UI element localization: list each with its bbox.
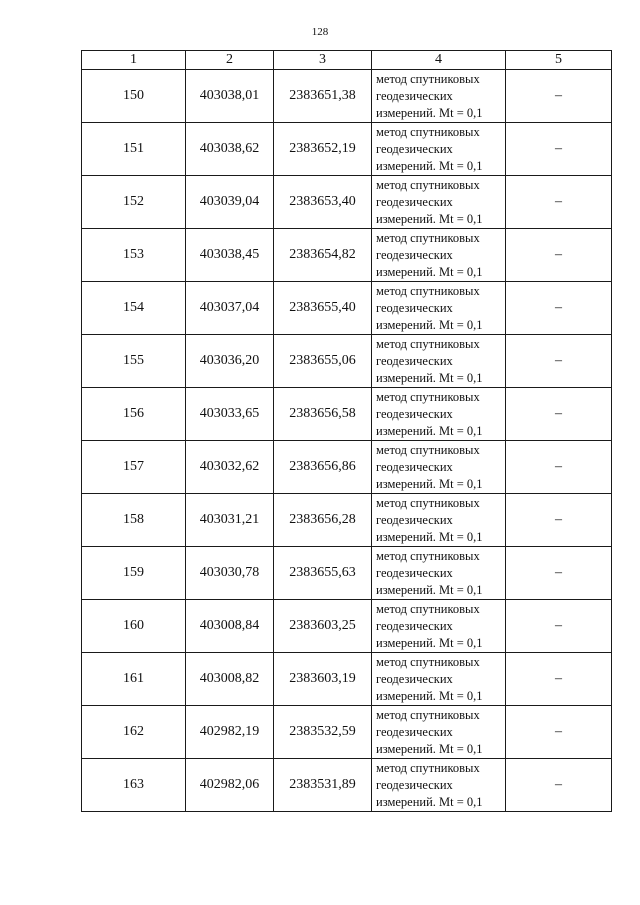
method-cell [372,282,506,335]
y-coordinate-cell: 2383654,82 [274,229,372,282]
method-line: метод спутниковых [376,389,480,404]
point-number-cell: 154 [82,282,186,335]
point-number-cell: 151 [82,123,186,176]
table-row [82,600,612,653]
method-line: измерений. Mt = 0,1 [376,158,483,173]
method-line: геодезических [376,247,453,262]
table-row [82,759,612,812]
method-line: измерений. Mt = 0,1 [376,105,483,120]
x-coordinate-cell: 403038,45 [186,229,274,282]
method-line: метод спутниковых [376,230,480,245]
y-coordinate-cell: 2383655,40 [274,282,372,335]
method-line: метод спутниковых [376,601,480,616]
table-row [82,441,612,494]
method-cell [372,706,506,759]
point-number-cell: 153 [82,229,186,282]
header-col-5: 5 [506,51,612,70]
method-line: измерений. Mt = 0,1 [376,211,483,226]
x-coordinate-cell: 403038,01 [186,70,274,123]
method-line: метод спутниковых [376,283,480,298]
method-line: измерений. Mt = 0,1 [376,476,483,491]
note-cell: – [506,759,612,812]
coordinates-table [81,50,612,812]
table-row [82,706,612,759]
note-cell: – [506,706,612,759]
y-coordinate-cell: 2383655,06 [274,335,372,388]
header-row [82,51,612,70]
x-coordinate-cell: 403008,82 [186,653,274,706]
method-cell [372,653,506,706]
method-line: метод спутниковых [376,548,480,563]
x-coordinate-cell: 402982,06 [186,759,274,812]
method-line: геодезических [376,565,453,580]
method-line: геодезических [376,300,453,315]
method-line: геодезических [376,353,453,368]
method-cell [372,123,506,176]
point-number-cell: 162 [82,706,186,759]
table-row [82,388,612,441]
method-cell [372,600,506,653]
y-coordinate-cell: 2383652,19 [274,123,372,176]
point-number-cell: 160 [82,600,186,653]
x-coordinate-cell: 403036,20 [186,335,274,388]
method-line: метод спутниковых [376,124,480,139]
method-line: измерений. Mt = 0,1 [376,317,483,332]
table-row [82,282,612,335]
table-row [82,547,612,600]
y-coordinate-cell: 2383655,63 [274,547,372,600]
note-cell: – [506,282,612,335]
point-number-cell: 150 [82,70,186,123]
method-cell [372,335,506,388]
note-cell: – [506,229,612,282]
table-row [82,335,612,388]
method-line: метод спутниковых [376,707,480,722]
method-cell [372,441,506,494]
note-cell: – [506,494,612,547]
method-line: геодезических [376,618,453,633]
method-line: метод спутниковых [376,495,480,510]
method-cell [372,176,506,229]
y-coordinate-cell: 2383653,40 [274,176,372,229]
page-number: 128 [311,26,329,38]
note-cell: – [506,388,612,441]
y-coordinate-cell: 2383656,28 [274,494,372,547]
y-coordinate-cell: 2383656,86 [274,441,372,494]
x-coordinate-cell: 403033,65 [186,388,274,441]
method-line: измерений. Mt = 0,1 [376,582,483,597]
method-line: измерений. Mt = 0,1 [376,529,483,544]
note-cell: – [506,70,612,123]
x-coordinate-cell: 403008,84 [186,600,274,653]
x-coordinate-cell: 402982,19 [186,706,274,759]
note-cell: – [506,176,612,229]
table-body [82,70,612,812]
method-line: измерений. Mt = 0,1 [376,635,483,650]
method-line: геодезических [376,777,453,792]
method-line: измерений. Mt = 0,1 [376,370,483,385]
method-line: метод спутниковых [376,442,480,457]
point-number-cell: 156 [82,388,186,441]
note-cell: – [506,653,612,706]
point-number-cell: 152 [82,176,186,229]
method-line: геодезических [376,88,453,103]
header-col-1: 1 [82,51,186,70]
method-line: геодезических [376,141,453,156]
method-line: геодезических [376,724,453,739]
y-coordinate-cell: 2383531,89 [274,759,372,812]
header-col-2: 2 [186,51,274,70]
note-cell: – [506,547,612,600]
y-coordinate-cell: 2383603,25 [274,600,372,653]
point-number-cell: 163 [82,759,186,812]
table-row [82,653,612,706]
point-number-cell: 158 [82,494,186,547]
method-line: геодезических [376,406,453,421]
x-coordinate-cell: 403032,62 [186,441,274,494]
method-line: измерений. Mt = 0,1 [376,688,483,703]
method-line: геодезических [376,194,453,209]
method-line: измерений. Mt = 0,1 [376,423,483,438]
header-col-4: 4 [372,51,506,70]
method-line: метод спутниковых [376,760,480,775]
table-row [82,123,612,176]
method-line: метод спутниковых [376,71,480,86]
note-cell: – [506,441,612,494]
method-line: измерений. Mt = 0,1 [376,794,483,809]
method-cell [372,759,506,812]
point-number-cell: 155 [82,335,186,388]
point-number-cell: 157 [82,441,186,494]
table-row [82,494,612,547]
method-cell [372,547,506,600]
method-cell [372,388,506,441]
method-line: метод спутниковых [376,177,480,192]
x-coordinate-cell: 403030,78 [186,547,274,600]
point-number-cell: 161 [82,653,186,706]
y-coordinate-cell: 2383656,58 [274,388,372,441]
method-cell [372,229,506,282]
method-line: геодезических [376,459,453,474]
header-col-3: 3 [274,51,372,70]
method-line: измерений. Mt = 0,1 [376,741,483,756]
method-line: геодезических [376,671,453,686]
y-coordinate-cell: 2383603,19 [274,653,372,706]
note-cell: – [506,123,612,176]
x-coordinate-cell: 403039,04 [186,176,274,229]
x-coordinate-cell: 403037,04 [186,282,274,335]
x-coordinate-cell: 403038,62 [186,123,274,176]
method-line: метод спутниковых [376,336,480,351]
table-row [82,70,612,123]
point-number-cell: 159 [82,547,186,600]
method-cell [372,70,506,123]
note-cell: – [506,335,612,388]
table-row [82,229,612,282]
table-header [82,51,612,70]
y-coordinate-cell: 2383532,59 [274,706,372,759]
y-coordinate-cell: 2383651,38 [274,70,372,123]
method-line: метод спутниковых [376,654,480,669]
method-cell [372,494,506,547]
method-line: измерений. Mt = 0,1 [376,264,483,279]
note-cell: – [506,600,612,653]
method-line: геодезических [376,512,453,527]
x-coordinate-cell: 403031,21 [186,494,274,547]
table-row [82,176,612,229]
